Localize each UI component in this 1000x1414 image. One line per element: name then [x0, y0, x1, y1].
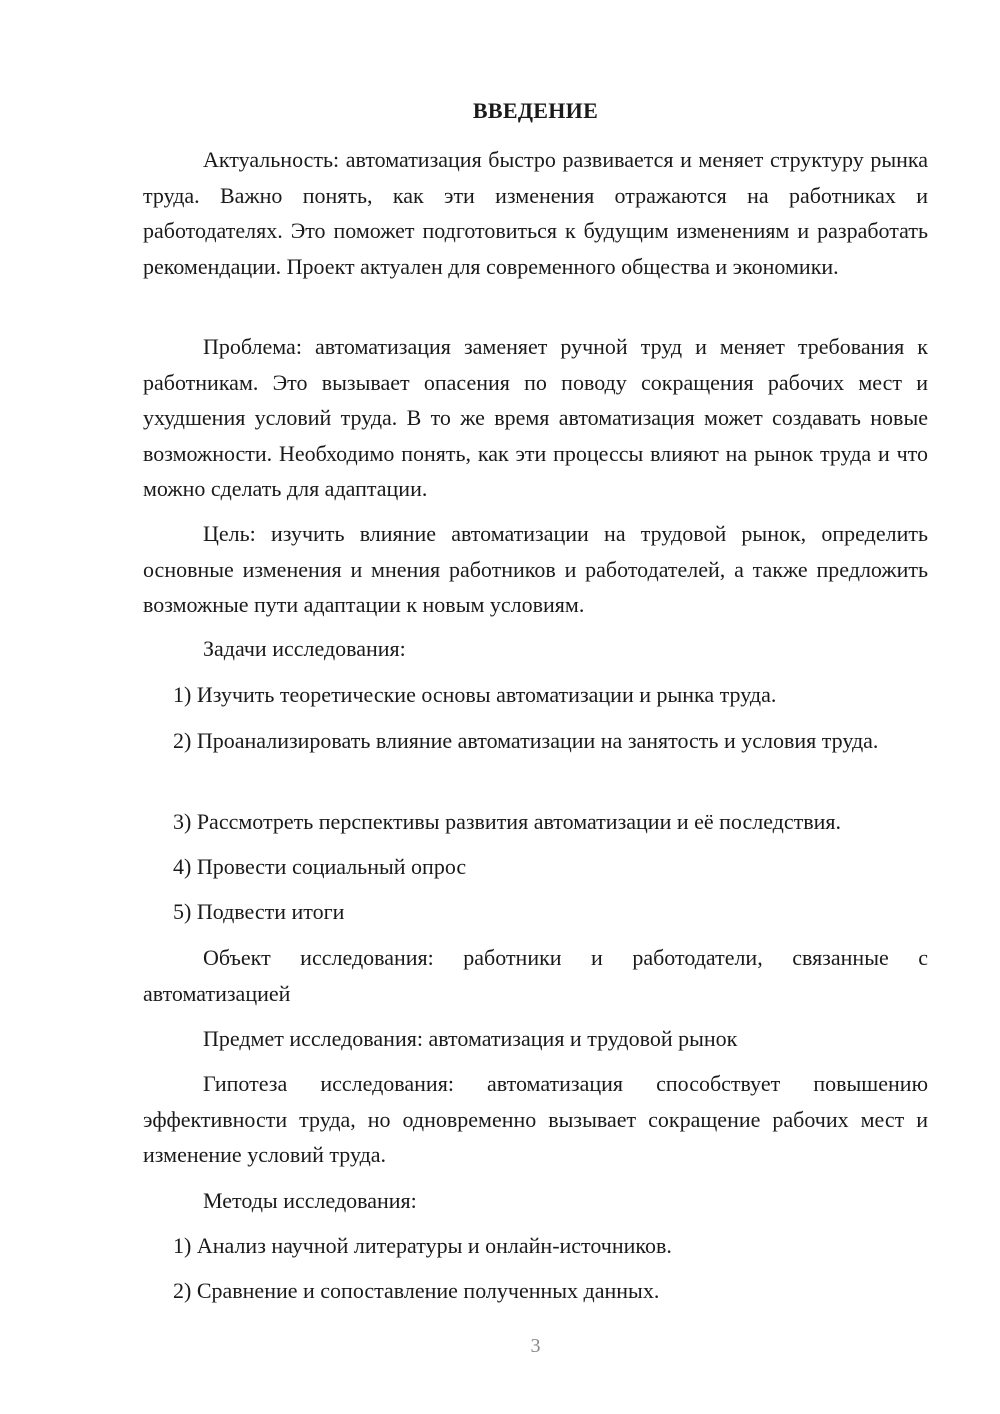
paragraph-relevance: Актуальность: автоматизация быстро развивается и меняет структуру рынка труда. Важно понять, как эти изменения отражаются на работниках и работодателях. Это поможет подготовиться к будущим изменениям и разработать рекомендации. Проект актуален для современного общества и экономики.	[143, 147, 928, 279]
page-number: 3	[530, 1335, 541, 1357]
method-item-2: 2) Сравнение и сопоставление полученных данных.	[173, 1278, 660, 1303]
paragraph-subject: Предмет исследования: автоматизация и трудовой рынок	[203, 1026, 738, 1051]
task-item-2: 2) Проанализировать влияние автоматизации на занятость и условия труда.	[173, 728, 879, 753]
methods-heading: Методы исследования:	[203, 1188, 417, 1213]
section-title: ВВЕДЕНИЕ	[472, 98, 599, 123]
task-item-5: 5) Подвести итоги	[173, 899, 345, 924]
paragraph-goal: Цель: изучить влияние автоматизации на трудовой рынок, определить основные изменения и мнения работников и работодателей, а также предложить возможные пути адаптации к новым условиям.	[143, 521, 928, 617]
paragraph-object: Объект исследования: работники и работодатели, связанные с автоматизацией	[143, 945, 928, 1006]
task-item-4: 4) Провести социальный опрос	[173, 854, 467, 879]
method-item-1: 1) Анализ научной литературы и онлайн-источников.	[173, 1233, 672, 1258]
tasks-heading: Задачи исследования:	[203, 636, 406, 661]
task-item-1: 1) Изучить теоретические основы автоматизации и рынка труда.	[173, 682, 777, 707]
task-item-3: 3) Рассмотреть перспективы развития автоматизации и её последствия.	[173, 809, 842, 834]
paragraph-problem: Проблема: автоматизация заменяет ручной труд и меняет требования к работникам. Это вызывает опасения по поводу сокращения рабочих мест и ухудшения условий труда. В то же время автоматизация может создавать новые возможности. Необходимо понять, как эти процессы влияют на рынок труда и что можно сделать для адаптации.	[143, 334, 928, 501]
paragraph-hypothesis: Гипотеза исследования: автоматизация способствует повышению эффективности труда, но одновременно вызывает сокращение рабочих мест и изменение условий труда.	[143, 1071, 928, 1167]
